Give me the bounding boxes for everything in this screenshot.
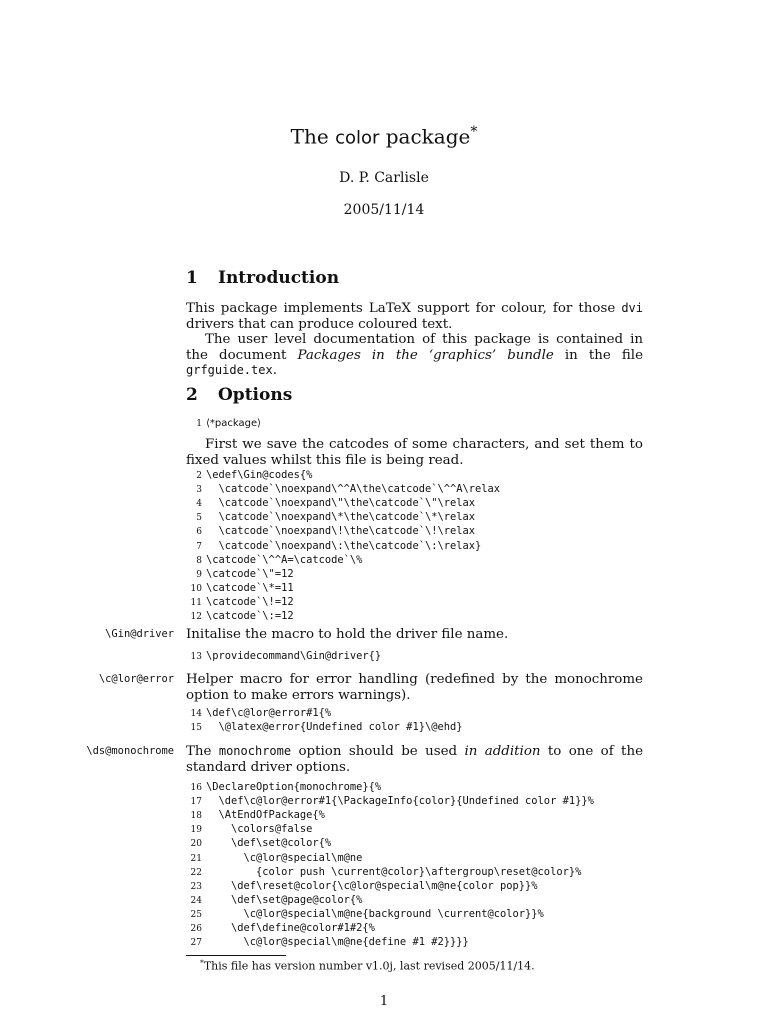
code-text: \def\c@lor@error#1{\PackageInfo{color}{Undefined color #1}}%	[206, 795, 594, 808]
line-number: 23	[190, 881, 202, 892]
code-line: 1 ⟨*package⟩	[196, 418, 262, 429]
code-text: \catcode`\noexpand\!\the\catcode`\!\relax	[206, 525, 475, 538]
code-text: \catcode`\noexpand\^^A\the\catcode`\^^A\relax	[206, 483, 501, 496]
intro-paragraph-2: The user level documentation of this package is contained in the document Packages in the ‘graphics’ bundle in the file grfguide.tex.	[186, 332, 643, 378]
code-text: \providecommand\Gin@driver{}	[206, 650, 382, 662]
title-package-name: color	[335, 127, 380, 149]
code-text: \catcode`\"=12	[206, 567, 294, 580]
line-number: 21	[190, 853, 202, 864]
code-line	[186, 539, 481, 553]
monochrome-description: The monochrome option should be used in addition to one of the standard driver options.	[186, 744, 643, 775]
line-number: 7	[196, 541, 202, 552]
page-number: 1	[379, 994, 389, 1009]
code-line	[186, 524, 475, 538]
code-text: \catcode`\:=12	[206, 610, 294, 622]
file-reference: grfguide.tex	[186, 363, 273, 377]
author: D. P. Carlisle	[339, 170, 429, 186]
section-number: 1	[186, 268, 198, 288]
code-line	[186, 595, 294, 609]
code-line	[186, 649, 381, 663]
code-text: \@latex@error{Undefined color #1}\@ehd}	[206, 721, 463, 734]
code-text: \def\reset@color{\c@lor@special\m@ne{color pop}}%	[206, 879, 538, 892]
section-number: 2	[186, 385, 198, 405]
code-text: \def\define@color#1#2{%	[206, 922, 375, 934]
code-line	[186, 822, 312, 836]
code-line	[186, 482, 500, 496]
line-number: 19	[190, 825, 202, 836]
section-heading-options	[186, 385, 292, 405]
code-text: {color push \current@color}\aftergroup\reset@color}%	[206, 865, 582, 878]
code-line	[186, 720, 462, 734]
footnote-text: This file has version number v1.0j, last revised 2005/11/14.	[203, 959, 535, 973]
code-line	[186, 879, 538, 893]
code-line	[186, 808, 325, 822]
code-text: \def\set@page@color{%	[206, 893, 363, 906]
line-number: 20	[190, 839, 202, 850]
line-number: 26	[190, 924, 202, 934]
code-line	[186, 865, 581, 879]
macro-name-clor-error: \c@lor@error	[98, 673, 174, 685]
latex-logo: LaTeX	[368, 301, 412, 316]
code-text: \c@lor@special\m@ne{define #1 #2}}}}	[206, 936, 469, 949]
footnote	[200, 958, 535, 973]
line-number: 17	[190, 797, 202, 808]
section-title: Options	[218, 385, 293, 405]
code-text: \catcode`\^^A=\catcode`\%	[206, 553, 363, 566]
code-text: \catcode`\*=11	[206, 581, 294, 594]
line-number: 2	[196, 471, 202, 481]
code-line	[186, 706, 331, 720]
line-number: 8	[196, 555, 202, 566]
line-number: 6	[196, 527, 202, 538]
intro-paragraph-1: This package implements LaTeX support for colour, for those dvi drivers that can produce coloured text.	[186, 301, 643, 332]
macro-name-gin-driver: \Gin@driver	[105, 628, 174, 640]
code-line	[186, 581, 294, 595]
title-footnote-mark: *	[470, 124, 478, 140]
line-number: 13	[190, 652, 202, 662]
code-text: \catcode`\noexpand\*\the\catcode`\*\relax	[206, 511, 475, 524]
document-title	[0, 124, 768, 149]
footnote-rule	[186, 955, 286, 956]
macro-name-ds-monochrome: \ds@monochrome	[86, 745, 174, 757]
code-line	[186, 836, 331, 850]
package-guard: ⟨*package⟩	[206, 418, 262, 429]
code-text: \catcode`\noexpand\"\the\catcode`\"\relax	[206, 497, 475, 510]
code-line	[186, 893, 362, 907]
footnote-mark: *	[200, 958, 204, 967]
date: 2005/11/14	[343, 202, 425, 218]
line-number: 5	[196, 513, 202, 524]
line-number: 4	[196, 499, 202, 510]
code-line	[186, 794, 594, 808]
code-text: \catcode`\noexpand\:\the\catcode`\:\relax}	[206, 539, 482, 552]
code-line	[186, 510, 475, 524]
section-title: Introduction	[218, 268, 340, 288]
code-text: \AtEndOfPackage{%	[206, 809, 325, 822]
code-text: \def\c@lor@error#1{%	[206, 707, 332, 719]
line-number: 16	[190, 783, 202, 793]
line-number: 12	[190, 612, 202, 622]
code-text: \c@lor@special\m@ne	[206, 851, 363, 864]
code-line	[186, 468, 312, 482]
code-text: \catcode`\!=12	[206, 595, 294, 608]
line-number: 27	[190, 938, 202, 949]
document-reference: Packages in the ‘graphics’ bundle	[297, 347, 554, 363]
line-number: 24	[190, 895, 202, 906]
code-line	[186, 567, 294, 581]
title-suffix: package	[379, 124, 471, 149]
line-number: 10	[190, 583, 202, 594]
clor-error-description: Helper macro for error handling (redefined by the monochrome option to make errors warnings).	[186, 672, 643, 703]
line-number: 3	[196, 485, 202, 496]
line-number: 14	[190, 709, 202, 719]
code-text: \def\set@color{%	[206, 837, 332, 850]
code-text: \DeclareOption{monochrome}{%	[206, 781, 382, 793]
gin-driver-description: Initalise the macro to hold the driver file name.	[186, 627, 509, 642]
code-line	[186, 780, 381, 794]
line-number: 11	[190, 597, 202, 608]
title-prefix: The	[290, 124, 336, 149]
code-line	[186, 935, 469, 949]
code-text: \c@lor@special\m@ne{background \current@color}}%	[206, 907, 544, 920]
line-number: 18	[190, 811, 202, 822]
code-line	[186, 851, 362, 865]
line-number: 15	[190, 723, 202, 734]
code-text: \edef\Gin@codes{%	[206, 469, 313, 481]
code-line	[186, 907, 544, 921]
section-heading-introduction	[186, 268, 339, 288]
code-line	[186, 921, 375, 935]
code-line	[186, 553, 362, 567]
line-number: 9	[196, 569, 202, 580]
options-paragraph: First we save the catcodes of some characters, and set them to fixed values whilst this file is being read.	[186, 437, 643, 468]
code-text: \colors@false	[206, 823, 313, 836]
code-line	[186, 496, 475, 510]
line-number: 22	[190, 867, 202, 878]
line-number: 25	[190, 909, 202, 920]
code-line	[186, 609, 294, 623]
